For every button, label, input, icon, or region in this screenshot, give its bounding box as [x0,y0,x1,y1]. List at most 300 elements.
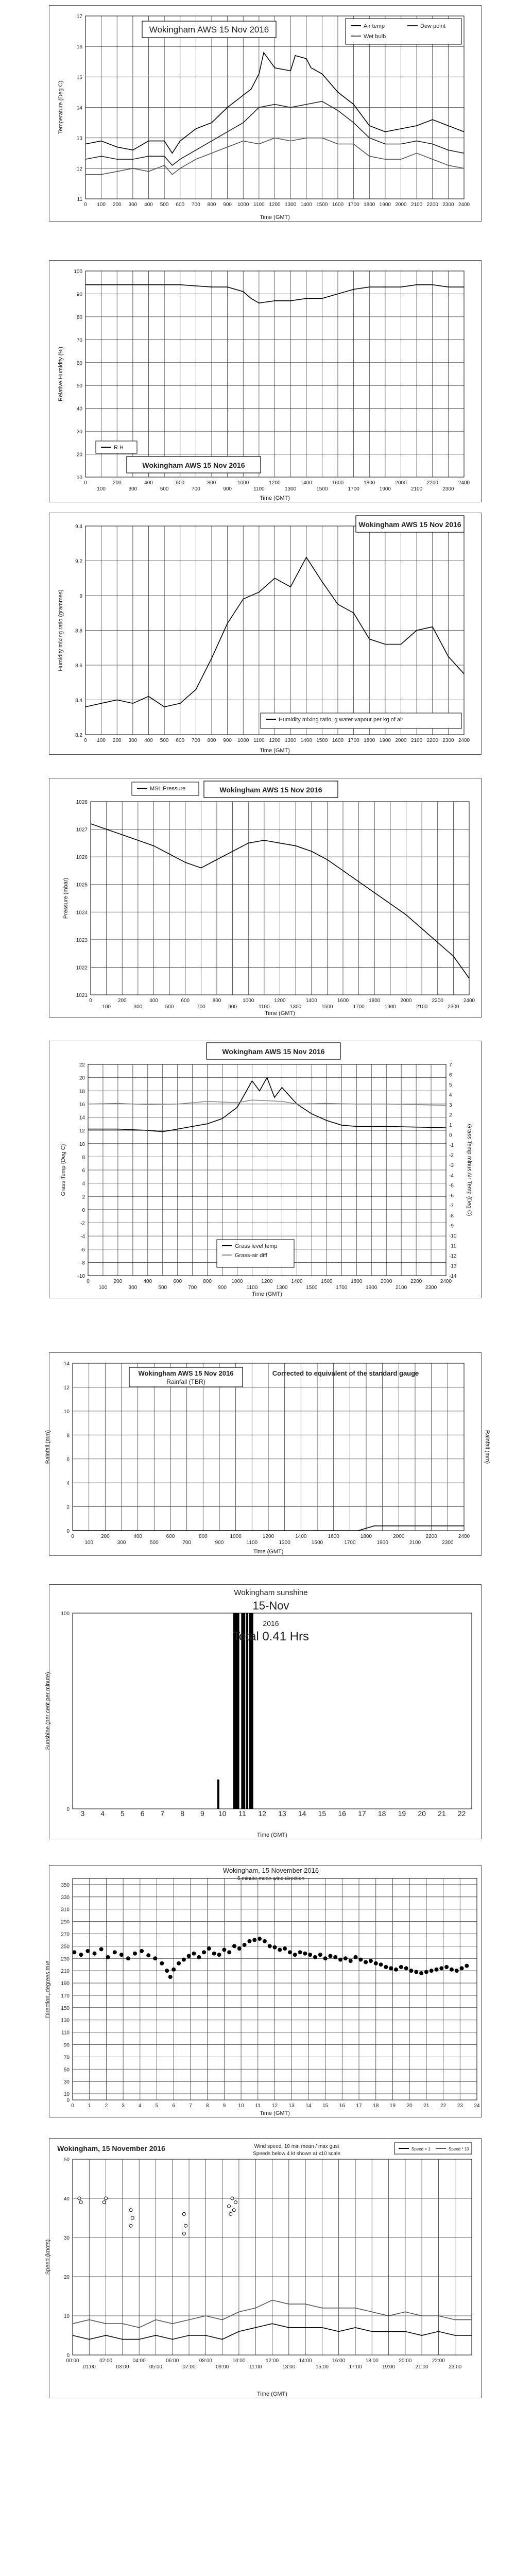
x-tick-label: 18 [377,1809,386,1818]
y-tick-label: 50 [63,2067,70,2073]
x-tick-label: 200 [112,202,122,208]
x-tick-label: 16 [339,2103,345,2109]
y2-tick-label: -2 [449,1153,454,1159]
x-tick-label: 400 [133,1534,143,1539]
y2-tick-label: -12 [449,1253,457,1259]
y-tick-label: 14 [76,105,82,111]
x-tick-label: 1400 [300,738,312,743]
y-tick-label: 9.4 [75,524,82,530]
legend-label: R.H [114,445,124,451]
x-tick-label: 2400 [458,1534,470,1539]
x-tick-label: 300 [128,738,138,743]
scatter-point [354,1955,358,1959]
y-tick-label: 0 [66,2098,70,2104]
y2-tick-label: -11 [449,1243,456,1249]
x-tick-label: 300 [128,202,138,208]
y-tick-label: 1022 [76,965,88,971]
scatter-point [212,1952,216,1956]
y-tick-label: 30 [76,429,82,435]
scatter-point [349,1959,353,1963]
scatter-point [207,1946,211,1951]
y-tick-label: 270 [61,1931,70,1938]
x-tick-label: 1300 [285,486,297,492]
scatter-point [171,1968,176,1972]
y-tick-label: 190 [61,1981,70,1987]
x-tick-label: 2400 [463,998,475,1004]
x-tick-label: 2200 [426,202,438,208]
x-tick-label: 200 [113,1279,123,1284]
x-tick-label: 9 [222,2103,226,2109]
x-tick-label: 1700 [348,202,359,208]
y2-axis-label: Rainfall (mm) [484,1430,490,1464]
x-tick-label: 4 [139,2103,142,2109]
x-tick-label: 2200 [432,998,443,1004]
x-tick-label: 1300 [279,1540,290,1546]
x-tick-label: 2400 [458,480,470,486]
chart-subtitle: Rainfall (TBR) [166,1378,205,1385]
scatter-point [222,1948,226,1952]
x-tick-label: 3 [80,1809,85,1818]
y-tick-label: 12 [76,166,82,172]
x-tick-label: 900 [223,202,232,208]
x-tick-label: 700 [192,202,200,208]
chart-title: Wokingham sunshine [234,1588,308,1597]
y2-tick-label: 7 [449,1062,452,1068]
scatter-point [93,1952,97,1956]
x-tick-label: 500 [165,1004,174,1010]
scatter-point [419,1971,423,1975]
wind-speed-chart-panel [45,2138,482,2398]
x-tick-label: 7 [189,2103,192,2109]
scatter-point [394,1968,398,1972]
y-tick-label: 1021 [76,993,88,998]
x-tick-label: 2400 [458,202,470,208]
y-tick-label: 2 [82,1194,85,1200]
scatter-point [435,1968,439,1972]
x-tick-label: 1800 [364,480,375,486]
x-tick-label: 0 [84,738,87,743]
y-tick-label: 210 [61,1969,70,1975]
x-axis-label: Time (GMT) [260,495,290,501]
y-tick-label: 1026 [76,855,88,861]
x-tick-label: 13 [278,1809,286,1818]
x-tick-label: 2100 [411,738,423,743]
x-tick-label: 20 [418,1809,426,1818]
y-tick-label: 50 [63,2157,70,2163]
y-tick-label: 1025 [76,882,88,888]
chart-title: Wokingham AWS 15 Nov 2016 [142,461,245,469]
x-tick-label: 22 [457,1809,466,1818]
x-tick-label: 15 [322,2103,329,2109]
x-tick-label: 2300 [448,1004,459,1010]
scatter-point [308,1953,312,1957]
x-tick-label: 21 [423,2103,430,2109]
scatter-point [298,1950,302,1954]
x-tick-label: 800 [212,998,221,1004]
chart-title: Wokingham, 15 November 2016 [57,2144,165,2153]
chart-year: 2016 [263,1619,279,1628]
x-tick-label: 19 [398,1809,406,1818]
scatter-point [160,1961,164,1965]
temperature-chart [49,6,482,222]
scatter-point [79,1953,83,1957]
x-tick-label: 8 [205,2103,209,2109]
grass-temp-chart [49,1041,482,1299]
y-tick-label: 16 [76,44,82,50]
y2-tick-label: 5 [449,1082,452,1089]
scatter-point [338,1958,342,1962]
y2-tick-label: -6 [449,1193,454,1199]
x-tick-label: 1500 [316,202,328,208]
x-tick-label: 12 [258,1809,266,1818]
x-tick-label: 1400 [295,1534,307,1539]
scatter-point [258,1937,262,1941]
x-tick-label: 800 [207,738,216,743]
x-tick-label: 17 [356,2103,362,2109]
x-tick-label: 1 [88,2103,91,2109]
x-tick-label: 800 [207,480,216,486]
x-tick-label: 1600 [332,480,344,486]
chart-subtitle: Wind speed, 10 min mean / max gust [254,2144,339,2149]
chart-title: Wokingham AWS 15 Nov 2016 [222,1047,325,1056]
x-tick-label: 800 [203,1279,212,1284]
chart-note: Corrected to equivalent of the standard gauge [272,1369,419,1377]
y-axis-label: Grass Temp (Deg C) [60,1144,66,1196]
x-tick-label: 1100 [246,1285,258,1291]
scatter-point [140,1949,144,1953]
x-tick-label: 400 [143,1279,152,1284]
legend-label: Speed * 10 [449,2147,469,2151]
y2-tick-label: 3 [449,1103,452,1109]
x-tick-label: 1900 [379,486,391,492]
x-tick-label: 05:00 [149,2364,162,2370]
chart-date: 15-Nov [252,1599,289,1612]
x-tick-label: 1000 [237,480,249,486]
x-tick-label: 11 [238,1809,246,1818]
speed-x10-point [184,2224,187,2227]
sunshine-bar [217,1780,219,1809]
x-tick-label: 1500 [316,486,328,492]
x-tick-label: 12:00 [265,2358,279,2364]
x-tick-label: 1300 [285,738,297,743]
x-tick-label: 400 [149,998,158,1004]
scatter-point [202,1950,206,1954]
y2-tick-label: -13 [449,1263,457,1269]
x-tick-label: 200 [117,998,127,1004]
x-tick-label: 14:00 [299,2358,312,2364]
pressure-chart-panel [49,778,482,1018]
x-tick-label: 100 [84,1540,94,1546]
x-tick-label: 100 [97,486,106,492]
scatter-point [318,1953,322,1957]
y-tick-label: 22 [79,1062,85,1068]
legend-label: Dew point [420,23,445,29]
x-tick-label: 2 [105,2103,108,2109]
x-tick-label: 02:00 [99,2358,113,2364]
scatter-point [243,1943,247,1947]
x-tick-label: 1700 [344,1540,356,1546]
scatter-point [430,1969,434,1973]
x-tick-label: 500 [160,202,169,208]
scatter-point [409,1969,413,1973]
x-tick-label: 2400 [440,1279,452,1284]
y-tick-label: 60 [76,360,82,366]
y-tick-label: 1028 [76,800,88,805]
scatter-point [399,1965,403,1969]
x-tick-label: 1000 [237,738,249,743]
x-tick-label: 700 [182,1540,192,1546]
scatter-point [444,1965,449,1969]
y-tick-label: 12 [79,1128,85,1134]
scatter-point [182,1958,186,1962]
y-tick-label: 10 [79,1141,85,1147]
x-tick-label: 2100 [416,1004,428,1010]
speed-x10-point [105,2197,108,2200]
x-tick-label: 1200 [262,1534,274,1539]
y-tick-label: 70 [76,337,82,344]
x-tick-label: 13:00 [282,2364,296,2370]
y-tick-label: 90 [63,2042,70,2048]
scatter-point [313,1955,317,1959]
y-tick-label: 0 [66,1529,70,1534]
y-axis-label: Speed (knots) [45,2239,51,2275]
x-tick-label: 2300 [442,202,454,208]
speed-x10-point [228,2205,231,2208]
scatter-point [153,1956,157,1960]
y-tick-label: 10 [63,1409,70,1415]
y-tick-label: -6 [80,1247,85,1253]
x-tick-label: 400 [144,202,153,208]
x-tick-label: 1900 [384,1004,396,1010]
x-tick-label: 1300 [276,1285,288,1291]
x-tick-label: 9 [200,1809,204,1818]
x-tick-label: 2200 [425,1534,437,1539]
y-tick-label: 9.2 [75,558,82,565]
chart-title: Wokingham AWS 15 Nov 2016 [358,520,461,529]
humidity-chart-panel [49,260,482,502]
y-tick-label: 350 [61,1882,70,1888]
x-tick-label: 18 [373,2103,379,2109]
scatter-point [283,1946,287,1951]
scatter-point [165,1969,169,1973]
scatter-point [369,1959,373,1963]
sunshine-chart [45,1585,482,1840]
scatter-point [460,1966,464,1970]
x-tick-label: 14 [298,1809,306,1818]
x-tick-label: 300 [133,1004,143,1010]
x-tick-label: 300 [128,1285,138,1291]
y-tick-label: 70 [63,2055,70,2061]
y-tick-label: 150 [61,2005,70,2011]
speed-x10-point [79,2201,82,2204]
scatter-point [187,1954,191,1958]
chart-note: Speeds below 4 kt shown at x10 scale [253,2151,340,2157]
chart-title: Wokingham AWS 15 Nov 2016 [138,1369,234,1377]
y-tick-label: 9 [79,594,82,599]
scatter-point [323,1956,328,1960]
legend-box [346,19,461,44]
y-axis-label: Humidity mixing ratio (grammes) [58,589,64,671]
x-tick-label: 12 [271,2103,278,2109]
mixing-ratio-chart [49,513,482,755]
y-tick-label: 8 [66,1433,70,1439]
rainfall-chart [45,1353,490,1556]
scatter-point [389,1966,393,1970]
scatter-point [268,1944,272,1948]
scatter-point [168,1975,173,1979]
y-axis-label: Relative Humidity (%) [58,347,64,401]
x-tick-label: 1200 [274,998,286,1004]
y-tick-label: 0 [66,1807,70,1812]
speed-x10-point [131,2216,134,2219]
y2-tick-label: -8 [449,1213,454,1219]
x-tick-label: 2300 [442,1540,454,1546]
x-tick-label: 24 [474,2103,480,2109]
scatter-point [439,1966,443,1970]
scatter-point [344,1956,348,1960]
y-tick-label: 4 [82,1181,85,1187]
scatter-point [217,1953,221,1957]
x-tick-label: 2000 [393,1534,405,1539]
x-tick-label: 21:00 [415,2364,428,2370]
y-tick-label: 100 [74,269,82,275]
y-axis-label: Temperature (Deg C) [58,80,64,134]
x-tick-label: 17:00 [349,2364,362,2370]
y2-tick-label: 6 [449,1072,452,1078]
x-tick-label: 0 [84,480,87,486]
x-tick-label: 19 [389,2103,396,2109]
x-tick-label: 400 [144,480,153,486]
x-tick-label: 1800 [364,738,375,743]
x-tick-label: 700 [192,486,200,492]
x-tick-label: 1600 [332,738,344,743]
x-tick-label: 1400 [300,480,312,486]
y-tick-label: 10 [63,2314,70,2319]
speed-x10-point [231,2197,234,2200]
x-tick-label: 1600 [328,1534,339,1539]
speed-x10-point [129,2209,132,2212]
wind-speed-chart [45,2139,482,2399]
y-tick-label: 290 [61,1919,70,1925]
y2-tick-label: 0 [449,1132,452,1139]
x-tick-label: 04:00 [132,2358,146,2364]
scatter-point [126,1956,130,1960]
x-tick-label: 1500 [316,738,328,743]
x-tick-label: 900 [215,1540,224,1546]
x-tick-label: 0 [87,1279,90,1284]
scatter-point [384,1965,388,1969]
y2-axis-label: Grass Temp minus Air Temp (Deg C) [466,1124,472,1216]
x-tick-label: 500 [149,1540,159,1546]
x-tick-label: 1800 [351,1279,363,1284]
y-tick-label: 15 [76,75,82,81]
x-tick-label: 22 [440,2103,447,2109]
y-tick-label: -10 [77,1274,85,1279]
x-tick-label: 1200 [269,202,281,208]
x-tick-label: 1000 [237,202,249,208]
speed-x10-point [234,2201,237,2204]
wind-direction-chart-panel [45,1865,482,2117]
x-tick-label: 1100 [253,738,265,743]
x-tick-label: 03:00 [116,2364,129,2370]
x-tick-label: 100 [97,738,106,743]
x-tick-label: 1100 [253,486,265,492]
scatter-point [358,1958,363,1962]
y-tick-label: -2 [80,1221,85,1227]
x-axis-label: Time (GMT) [252,1291,282,1297]
y-tick-label: 40 [63,2196,70,2202]
scatter-point [146,1953,150,1957]
x-tick-label: 500 [160,486,169,492]
scatter-point [455,1969,459,1973]
scatter-point [247,1939,251,1943]
x-tick-label: 8 [180,1809,185,1818]
x-tick-label: 11:00 [249,2364,262,2370]
x-tick-label: 11 [255,2103,261,2109]
y-tick-label: 250 [61,1944,70,1950]
x-tick-label: 1700 [353,1004,365,1010]
x-tick-label: 600 [166,1534,175,1539]
x-tick-label: 700 [192,738,200,743]
x-tick-label: 09:00 [216,2364,229,2370]
x-tick-label: 1500 [311,1540,323,1546]
y-axis-label: Direction, degrees true [45,1960,51,2018]
chart-title: Wokingham AWS 15 Nov 2016 [149,25,269,35]
scatter-point [278,1948,282,1952]
x-tick-label: 600 [173,1279,182,1284]
y-tick-label: 0 [82,1207,85,1213]
scatter-point [424,1970,428,1974]
x-tick-label: 0 [71,2103,74,2109]
humidity-chart [49,261,482,503]
y-tick-label: 6 [82,1168,85,1174]
speed-x10-point [182,2232,185,2235]
y-axis-label: Sunshine (per cent per minute) [45,1672,51,1750]
legend-label: Wet bulb [364,33,386,40]
y-tick-label: 330 [61,1894,70,1901]
y-tick-label: 20 [63,2275,70,2280]
y-tick-label: 2 [66,1504,70,1511]
x-tick-label: 3 [122,2103,125,2109]
x-tick-label: 1200 [269,738,281,743]
x-tick-label: 1900 [379,202,391,208]
x-tick-label: 6 [140,1809,145,1818]
scatter-point [113,1950,117,1954]
pressure-chart [49,778,482,1018]
scatter-point [197,1955,201,1959]
x-tick-label: 1700 [348,738,359,743]
y-tick-label: 1023 [76,937,88,943]
x-tick-label: 900 [228,1004,237,1010]
y2-tick-label: -1 [449,1143,454,1149]
x-tick-label: 200 [112,480,122,486]
x-tick-label: 0 [71,1534,74,1539]
x-tick-label: 17 [358,1809,366,1818]
x-tick-label: 1100 [259,1004,270,1010]
scatter-point [252,1938,256,1942]
scatter-point [465,1964,469,1968]
x-tick-label: 20 [406,2103,413,2109]
legend-label: Grass level temp [235,1243,278,1249]
x-tick-label: 800 [198,1534,208,1539]
x-tick-label: 2000 [395,480,407,486]
x-tick-label: 300 [128,486,138,492]
x-tick-label: 300 [117,1540,126,1546]
x-axis-label: Time (GMT) [265,1010,295,1016]
y-tick-label: 130 [61,2018,70,2024]
x-tick-label: 600 [176,480,185,486]
x-tick-label: 1600 [332,202,344,208]
